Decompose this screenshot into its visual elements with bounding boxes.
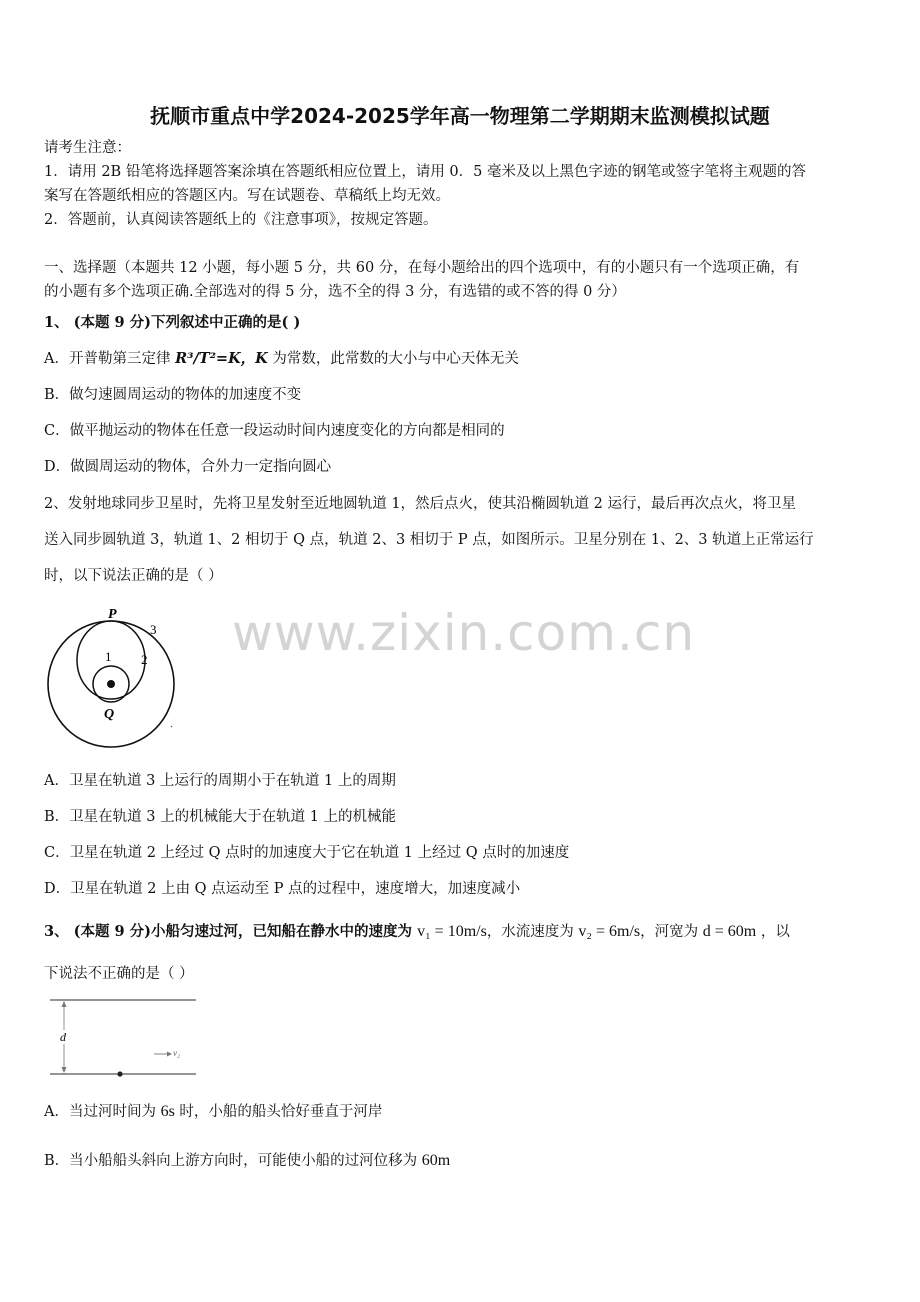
notice-heading: 请考生注意： xyxy=(44,140,131,156)
q1-option-a-prefix: A．开普勒第三定律 xyxy=(44,351,176,367)
q2-option-d: D．卫星在轨道 2 上由 Q 点运动至 P 点的过程中，速度增大，加速度减小 xyxy=(44,881,521,897)
label-q: Q xyxy=(104,707,115,722)
q1-formula: R³/T²=K，K xyxy=(175,350,268,367)
q1-option-a xyxy=(44,348,880,370)
page-title: 抚顺市重点中学2024-2025学年高一物理第二学期期末监测模拟试题 xyxy=(150,104,770,128)
q3-option-a-suffix: 时，小船的船头恰好垂直于河岸 xyxy=(174,1104,383,1120)
q2-option-c: C．卫星在轨道 2 上经过 Q 点时的加速度大于它在轨道 1 上经过 Q 点时的加速度 xyxy=(44,845,570,861)
q2-stem-line-3: 时，以下说法正确的是（ ） xyxy=(44,568,223,584)
q1-stem: 1、 (本题 9 分)下列叙述中正确的是( ) xyxy=(44,314,301,331)
q3-option-a xyxy=(44,1101,880,1123)
q2-option-a: A．卫星在轨道 3 上运行的周期小于在轨道 1 上的周期 xyxy=(44,773,396,789)
q3-stem-line-2: 下说法不正确的是（ ） xyxy=(44,966,194,982)
q1-option-a-suffix: 为常数，此常数的大小与中心天体无关 xyxy=(267,351,519,367)
q3-stem-line-1 xyxy=(44,921,880,943)
watermark: www.zixin.com.cn xyxy=(232,604,696,662)
q3-v2: v₂ = 6m/s xyxy=(578,923,641,940)
notice-item-1-line-1: 1．请用 2B 铅笔将选择题答案涂填在答题纸相应位置上，请用 0．5 毫米及以上黑色字迹的钢笔或签字笔将主观题的答 xyxy=(44,164,806,180)
label-v2: v₂ xyxy=(173,1048,181,1058)
earth-dot xyxy=(107,680,115,688)
q2-stem-line-1: 2、发射地球同步卫星时，先将卫星发射至近地圆轨道 1，然后点火，使其沿椭圆轨道 2 运行，最后再次点火，将卫星 xyxy=(44,496,796,512)
q3-width: d = 60m xyxy=(702,923,757,940)
label-3: 3 xyxy=(150,622,157,637)
width-arrow-top xyxy=(62,1001,67,1007)
q3-option-b xyxy=(44,1150,880,1172)
notice-item-2: 2．答题前，认真阅读答题纸上的《注意事项》，按规定答题。 xyxy=(44,212,438,228)
section-heading-line-1: 一、选择题（本题共 12 小题，每小题 5 分，共 60 分，在每小题给出的四个选项中，有的小题只有一个选项正确，有 xyxy=(44,260,800,276)
q2-stem-line-2: 送入同步圆轨道 3，轨道 1、2 相切于 Q 点，轨道 2、3 相切于 P 点，如图所示。卫星分别在 1、2、3 轨道上正常运行 xyxy=(44,532,814,548)
q3-option-b-value: 60m xyxy=(421,1152,451,1169)
q3-stem-prefix: 3、 (本题 9 分)小船匀速过河，已知船在静水中的速度为 xyxy=(44,923,418,940)
label-2: 2 xyxy=(141,652,148,667)
q1-option-b: B．做匀速圆周运动的物体的加速度不变 xyxy=(44,387,302,403)
q2-option-b: B．卫星在轨道 3 上的机械能大于在轨道 1 上的机械能 xyxy=(44,809,397,825)
q3-option-b-prefix: B．当小船船头斜向上游方向时，可能使小船的过河位移为 xyxy=(44,1153,422,1169)
figure-tick xyxy=(171,726,172,727)
q3-stem-mid: ，水流速度为 xyxy=(486,924,579,940)
q3-v1: v₁ = 10m/s xyxy=(417,923,487,940)
q3-option-a-value: 6s xyxy=(160,1103,175,1120)
label-d: d xyxy=(60,1030,66,1044)
boat-dot xyxy=(117,1071,122,1076)
orbit-diagram xyxy=(40,600,190,752)
width-arrow-bottom xyxy=(62,1067,67,1073)
section-heading-line-2: 的小题有多个选项正确.全部选对的得 5 分，选不全的得 3 分，有选错的或不答的得 0 分） xyxy=(44,284,626,300)
q3-stem-suffix: ，以 xyxy=(756,924,790,940)
q1-option-d: D．做圆周运动的物体，合外力一定指向圆心 xyxy=(44,459,332,475)
notice-item-1-line-2: 案写在答题纸相应的答题区内。写在试题卷、草稿纸上均无效。 xyxy=(44,188,450,204)
current-arrowhead xyxy=(167,1052,172,1057)
label-p: P xyxy=(108,607,117,622)
q3-stem-mid2: ，河宽为 xyxy=(640,924,703,940)
label-1: 1 xyxy=(105,649,112,664)
q3-option-a-prefix: A．当过河时间为 xyxy=(44,1104,161,1120)
q1-option-c: C．做平抛运动的物体在任意一段运动时间内速度变化的方向都是相同的 xyxy=(44,423,505,439)
river-diagram xyxy=(50,992,200,1082)
